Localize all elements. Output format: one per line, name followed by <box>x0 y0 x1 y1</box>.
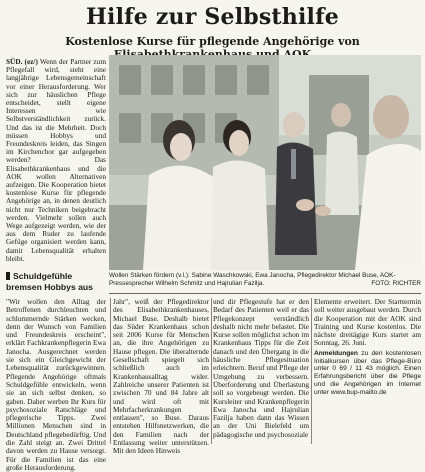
photo-credit: FOTO: RICHTER <box>371 279 421 287</box>
intro-column <box>6 58 106 263</box>
column-4-text: Elemente erweitert. Der Starttermin soll weiter ausgebaut werden. Durch die Kooperation mit der AOK sind Training und Kurse kostenlos. Die nächste dreitägige Kurs startet am Sonntag, 26. Juni. <box>314 297 421 348</box>
section-subhead <box>6 271 106 293</box>
info-note <box>314 350 421 397</box>
subhead-text: Schuldgefühle bremsen Hobbys aus <box>6 271 93 292</box>
column-divider <box>110 298 111 444</box>
body-column-4 <box>314 298 421 444</box>
body-column-3: und dir Pflegestufe hat er den Bedarf des Patienten weil er das Pflegekonzept verständlich deshalb nicht mehr belastet. Die Kurse sollen möglichst schon im Krankenhaus Tipps für die Zeit danach und den Übergang in die häusliche Pflegesituation erleichtern. Beruf und Pflege der Umgebung zu verbessern. Überforderung und Überlastung soll so vorgebeugt werden. Die Kursleiter und Krankenpflegerin Ewa Janocha und Hajrulian Fazilja haben dann das Wissen an der Uni Bielefeld um pädagogische und psychosoziale <box>213 297 309 439</box>
article-subheadline: Kostenlose Kurse für pflegende Angehörige von <box>65 35 360 48</box>
subhead-marker <box>6 272 10 280</box>
note-label: Anmeldungen <box>314 349 358 357</box>
article-headline: Hilfe zur Selbsthilfe <box>86 4 339 30</box>
body-column-1: "Wir wollen den Alltag der Betroffenen durchleuchten und schlummernde Stärken wecken, denn der Wunsch von Familien und Freundeskreis erscheint", erklärt Fachkrankenpflegerin Ewa Janocha. Ausgerechnet werden sie sich ein Gleichgewicht der Lebensqualität zurückgewinnen. Pflegende Angehörige oftmals Schuldgefühle entwickeln, wenn sie an sich selbst denken, so gaben. Daher werben Ihr Kurs für psychosoziale Ratschläge und pflegerische Tipps. Zwei Millionen Menschen sind in Deutschland pflegebedürftig. Und die Zahl steigt an. Zwei Drittel davon werden zu Hause versorgt. Für die Familien ist das eine große Herausforderung. <box>6 297 106 472</box>
divider-rule <box>109 293 421 294</box>
caption-text: Wollen Stärken fördern (v.l.): Sabine Waschkowski, Ewa Janocha, Pflegedirektor Michael Buse, AOK-Pressesprecher Wilhelm Schmitz und Hajrulian Fazilja. <box>109 272 396 287</box>
note-text: zu den kostenlosen Initialkursen über das Pflege-Büro unter 0 69 / 11 43 möglich. Einen Erfahrungsbericht über die Pflege und die Angehörigen im Internet unter www.bup-mailto.de <box>314 349 421 396</box>
photo-caption <box>109 272 421 287</box>
column-divider <box>211 298 212 444</box>
photo-illustration <box>109 55 421 270</box>
intro-text: Wenn der Partner zum Pflegefall wird, steht eine langjährige Lebensgemeinschaft vor einer Herausforderung. Wer sich zur häuslichen Pflege entscheidet, stellt eigene Interessen wie Selbstverständlichkeit zurück. Und das ist die Mehrheit. Doch müssen Hobbys und Freundeskreis leiden, das Singen im Kirchenchor gar aufgegeben werden? Das Elisabethkrankenhaus und die AOK wollen Alternativen aufzeigen. Die Kooperation bietet kostenlose Kurse für pflegende Angehörige an, in denen deutlich nicht nur Techniken beigebracht werden. Vielmehr sollen auch Wege aufgezeigt werden, wie der aus dem Ruder zu laufende Gefüge organisiert werden kann, damit Lebensqualität erhalten bleibt. <box>6 57 106 263</box>
dateline: SÜD. (ez/) <box>6 57 38 66</box>
body-column-2: Jahr", weiß der Pflegedirektor des Elisabethkrankenhauses, Michael Buse. Deshalb bietet das Süder Krankenhaus schon seit 2006 Kurse für Menschen an, die ihre Angehörigen zu Hause pflegen. Die überalternde Gesellschaft spiegelt sich schließlich auch im Krankenhausalltag wider. Zahlreiche unserer Patienten ist zwischen 70 und 84 Jahre alt und wird oft mit Mehrfacherkrankungen entlassen", so Buse. Daraus entstehen Hilfsnetzwerken, die den Familien nach der Entlassung weiter unterstützen. Mit den Ideen Hinweis <box>113 297 209 456</box>
column-divider <box>311 298 312 444</box>
article-photo <box>109 55 421 270</box>
